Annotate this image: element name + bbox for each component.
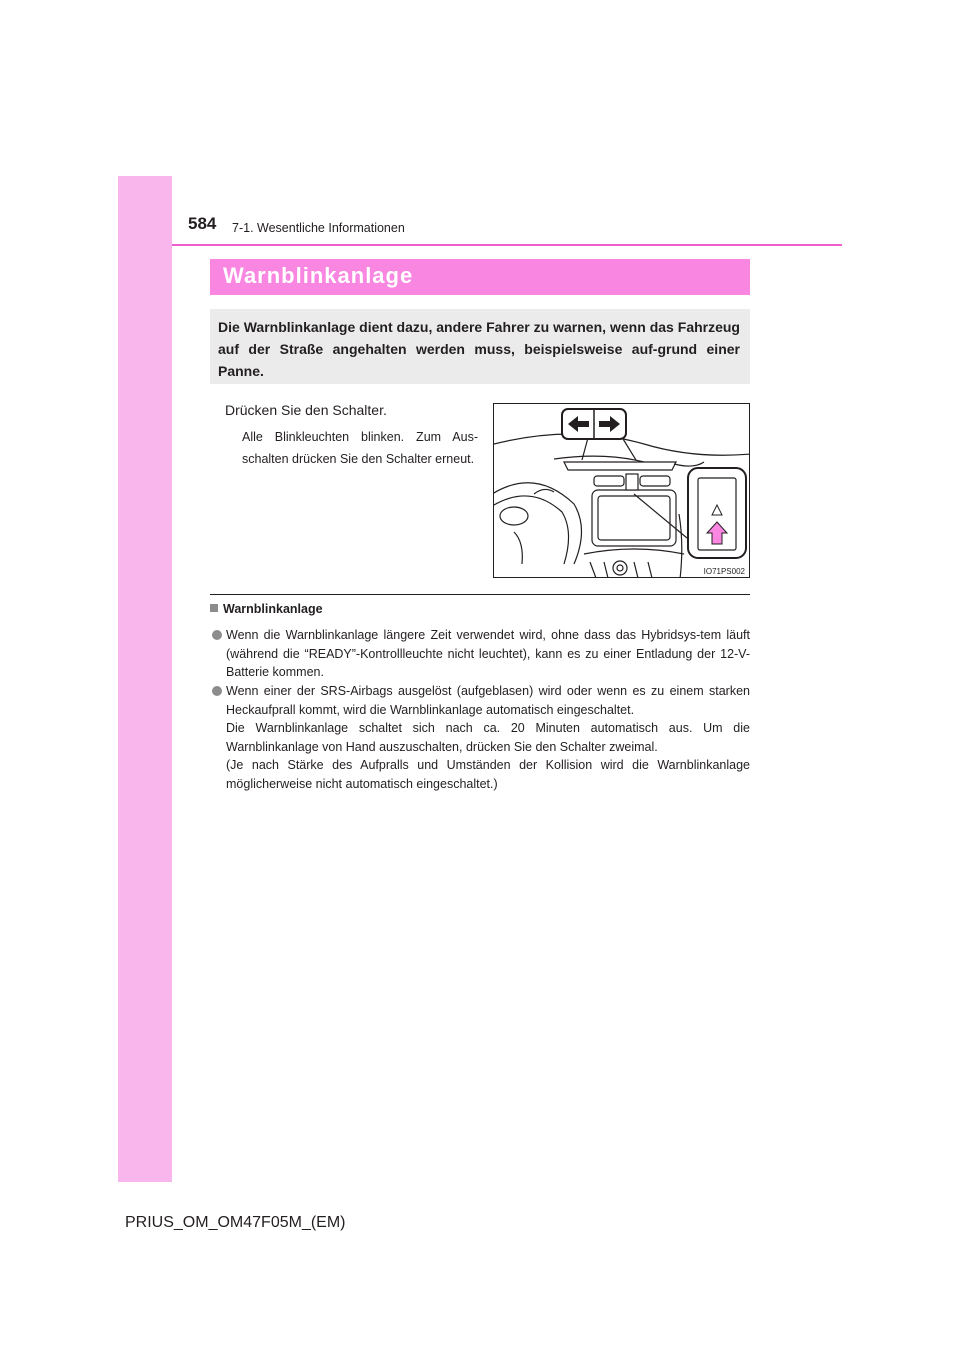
section-divider — [210, 594, 750, 595]
note-text: (Je nach Stärke des Aufpralls und Umständen der Kollision wird die Warnblinkanlage möglicherweise nicht automatisch eingeschaltet.) — [226, 758, 750, 791]
step-description: Alle Blinkleuchten blinken. Zum Aus-schalten drücken Sie den Schalter erneut. — [242, 430, 478, 466]
title-bar — [210, 259, 750, 295]
step-title: Drücken Sie den Schalter. — [225, 402, 387, 418]
note-text: Wenn die Warnblinkanlage längere Zeit verwendet wird, ohne dass das Hybridsys-tem läuft (während die “READY”-Kontrollleuchte nicht leuchtet), kann es zu einer Entladung der 12-V-Batterie kommen. — [226, 628, 750, 679]
footer-doc-id: PRIUS_OM_OM47F05M_(EM) — [125, 1214, 346, 1231]
intro-box — [210, 309, 750, 384]
section-title: 7-1. Wesentliche Informationen — [232, 221, 405, 235]
note-item — [226, 626, 750, 682]
notes-heading — [210, 602, 323, 616]
hazard-switch-figure — [493, 403, 750, 578]
bullet-icon — [212, 686, 222, 696]
note-item — [226, 682, 750, 793]
page-title: Warnblinkanlage — [223, 263, 414, 288]
square-bullet-icon — [210, 604, 218, 612]
side-color-bar — [118, 176, 172, 1182]
note-text: Wenn einer der SRS-Airbags ausgelöst (aufgeblasen) wird oder wenn es zu einem starken Heckaufprall kommt, wird die Warnblinkanlage automatisch eingeschaltet. — [226, 684, 750, 717]
notes-heading-text: Warnblinkanlage — [223, 602, 323, 616]
note-text: Die Warnblinkanlage schaltet sich nach ca. 20 Minuten automatisch aus. Um die Warnblinkanlage von Hand auszuschalten, drücken Sie den Schalter zweimal. — [226, 721, 750, 754]
intro-text: Die Warnblinkanlage dient dazu, andere Fahrer zu warnen, wenn das Fahrzeug auf der Straße angehalten werden muss, beispielsweise auf-grund einer Panne. — [218, 319, 740, 379]
page-number: 584 — [188, 214, 217, 233]
figure-code: IO71PS002 — [703, 567, 745, 576]
header-rule — [172, 244, 842, 246]
dashboard-illustration — [494, 404, 750, 578]
bullet-icon — [212, 630, 222, 640]
